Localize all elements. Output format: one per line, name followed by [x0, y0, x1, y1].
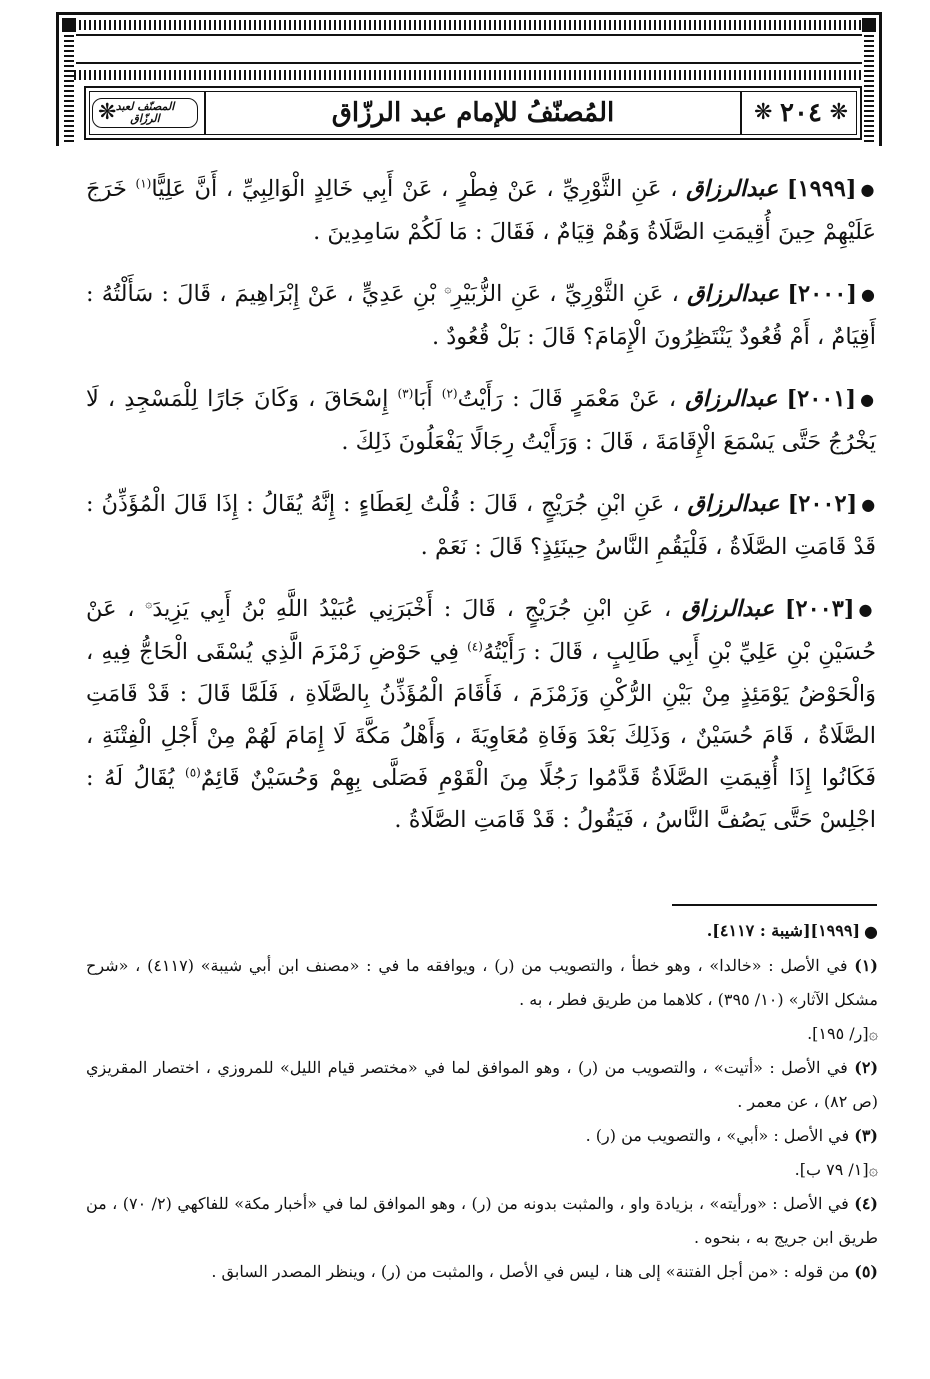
- hadith-text: بْنِ عَدِيٍّ ، عَنْ إِبْرَاهِيمَ ، قَالَ : سَأَلْتُهُ : أَقِيَامٌ ، أَمْ قُعُودٌ يَنْتَظِرُونَ الْإِمَامَ؟ قَالَ : بَلْ قُعُودٌ .: [86, 281, 876, 350]
- bullet-icon: ●: [858, 600, 876, 619]
- frame-mid-top: [76, 34, 862, 36]
- footnote-marker: (٥): [854, 1261, 878, 1281]
- hadith-author: عبدالرزاق: [685, 386, 778, 412]
- page-header: [84, 86, 862, 140]
- logo-box: [92, 92, 198, 134]
- footnote-ref[interactable]: (٣): [397, 386, 414, 401]
- hadith-number: [١٩٩٩]: [786, 176, 857, 202]
- footnote-ref[interactable]: (٥): [185, 765, 201, 780]
- footnote-3: [86, 1119, 878, 1153]
- bullet-icon: ●: [861, 495, 877, 514]
- footnote-ref[interactable]: (٢): [441, 386, 458, 401]
- frame-outer-left: [56, 12, 59, 146]
- ornament-knot-icon: ❋: [829, 100, 848, 125]
- hadith-number: [٢٠٠١]: [786, 386, 857, 412]
- hadith-text: يُقَالُ لَهُ : اجْلِسْ حَتَّى يَصُفَّ النَّاسُ ، فَيَقُولُ : قَدْ قَامَتِ الصَّلَاةُ .: [86, 765, 876, 833]
- hadith-text: ، عَنِ ابْنِ جُرَيْجٍ ، قَالَ : أَخْبَرَنِي عُبَيْدُ اللَّهِ بْنُ أَبِي يَزِيدَ: [152, 596, 672, 622]
- footnote-marker: (٢): [854, 1057, 879, 1077]
- footnotes: [86, 914, 878, 1289]
- footnote-text: من قوله : «من أجل الفتنة» إلى هنا ، ليس في الأصل ، والمثبت من (ر) ، وينظر المصدر السابق .: [211, 1261, 850, 1281]
- footnote-text: في الأصل : «ورأيته» ، بزيادة واو ، والمثبت بدونه من (ر) ، وهو الموافق لما في «أخبار مكة» للفاكهي (٢/ ٧٠) ، من طريق ابن جريج به ، بنحوه .: [86, 1193, 878, 1247]
- hadith-1999: [86, 168, 876, 253]
- footnote-source: [86, 914, 878, 949]
- footnote-ref[interactable]: (٤): [467, 639, 483, 654]
- bullet-icon: ●: [860, 180, 877, 199]
- frame-pattern-top: [64, 20, 874, 30]
- running-title-box: [204, 92, 742, 134]
- bullet-icon: ●: [864, 921, 878, 941]
- running-title: المُصنّفُ للإمام عبد الرزّاق: [331, 98, 615, 128]
- frame-pattern-right: [864, 20, 874, 142]
- hadith-number: [٢٠٠٠]: [787, 281, 858, 307]
- bullet-icon: ●: [861, 285, 876, 304]
- frame-corner-tr: [862, 18, 876, 32]
- hadith-number: [٢٠٠٣]: [784, 596, 855, 622]
- hadith-author: عبدالرزاق: [682, 596, 775, 622]
- hadith-2001: [86, 378, 876, 463]
- hadith-author: عبدالرزاق: [687, 491, 780, 517]
- hadith-text: ، عَنِ ابْنِ جُرَيْجٍ ، قَالَ : قُلْتُ لِعَطَاءٍ : إِنَّهُ يُقَالُ : إِذَا قَالَ الْمُؤَذِّنُ : قَدْ قَامَتِ الصَّلَاةُ ، فَلْيَقُمِ النَّاسُ حِينَئِذٍ؟ قَالَ : نَعَمْ .: [86, 491, 876, 560]
- ornament-knot-icon: ❋: [98, 100, 117, 125]
- footnote-separator: [672, 904, 877, 906]
- footnote-5: [86, 1255, 878, 1289]
- footnote-text: في الأصل : «خالدا» ، وهو خطأ ، والتصويب من (ر) ، ويوافقه ما في : «مصنف ابن أبي شيبة» (٤١١٧) ، «شرح مشكل الآثار» (١٠/ ٣٩٥) ، كلاهما من طريق فطر ، به .: [86, 955, 878, 1009]
- frame-pattern-left: [64, 20, 74, 142]
- footnote-text: في الأصل : «أتيت» ، والتصويب من (ر) ، وهو الموافق لما في «مختصر قيام الليل» للمروزي ، اختصار المقريزي (ص ٨٢) ، عن معمر .: [86, 1057, 878, 1111]
- footnote-marker: (٤): [854, 1193, 878, 1213]
- folio-marker-2: [86, 1153, 878, 1187]
- hadith-text: فِي حَوْضِ زَمْزَمَ الَّذِي يُسْقَى الْحَاجُّ فِيهِ ، وَالْحَوْضُ يَوْمَئِذٍ مِنْ بَيْنِ الرُّكْنِ وَزَمْزَمَ ، فَأَقَامَ الْمُؤَذِّنُ بِالصَّلَاةِ ، فَلَمَّا قَالَ : قَدْ قَامَتِ الصَّلَاةُ ، قَامَ حُسَيْنٌ ، وَذَلِكَ بَعْدَ وَفَاةِ مُعَاوِيَةَ ، وَأَهْلُ مَكَّةَ لَا إِمَامَ لَهُمْ مِنْ أَجْلِ الْفِتْنَةِ ، فَكَانُوا إِذَا أُقِيمَتِ الصَّلَاةُ قَدَّمُوا رَجُلًا مِنَ الْقَوْمِ فَصَلَّى بِهِمْ وَحُسَيْنٌ قَائِمٌ: [86, 639, 877, 791]
- hadith-text: ، عَنْ حُسَيْنِ بْنِ عَلِيِّ بْنِ أَبِي طَالِبٍ ، قَالَ : رَأَيْتُهُ: [86, 596, 877, 665]
- hadith-text: ، عَنِ الثَّوْرِيِّ ، عَنْ فِطْرٍ ، عَنْ أَبِي خَالِدٍ الْوَالِبِيِّ ، أَنَّ عَلِيًّا: [151, 176, 678, 202]
- frame-outer-top: [56, 12, 882, 15]
- hadith-number: [٢٠٠٢]: [787, 491, 858, 517]
- main-text: [86, 168, 876, 861]
- frame-outer-right: [879, 12, 882, 146]
- ornament-knot-icon: ❋: [754, 100, 773, 125]
- footnote-marker: (١): [854, 955, 878, 975]
- hadith-text: ، عَنْ مَعْمَرٍ قَالَ : رَأَيْتُ: [457, 386, 677, 412]
- hadith-text: إِسْحَاقَ ، وَكَانَ جَارًا لِلْمَسْجِدِ ، لَا يَخْرُجُ حَتَّى يَسْمَعَ الْإِقَامَةَ ، قَالَ : وَرَأَيْتُ رِجَالًا يَفْعَلُونَ ذَلِكَ .: [86, 386, 876, 455]
- folio-marker-text: ۞[١/ ٧٩ ب].: [794, 1159, 878, 1179]
- hadith-author: عبدالرزاق: [687, 281, 780, 307]
- book-logo: المصنّف لعبد الرزّاق: [92, 98, 198, 128]
- footnote-2: [86, 1051, 878, 1119]
- frame-mid-bottom: [76, 62, 862, 64]
- hadith-2002: [86, 483, 876, 568]
- bullet-icon: ●: [860, 390, 877, 409]
- hadith-author: عبدالرزاق: [686, 176, 779, 202]
- footnote-marker: (٣): [854, 1125, 878, 1145]
- hadith-text: أَبَا: [413, 386, 433, 412]
- frame-pattern-bottom: [64, 70, 874, 80]
- folio-marker-1: [86, 1017, 878, 1051]
- footnote-text: في الأصل : «أبي» ، والتصويب من (ر) .: [585, 1125, 850, 1145]
- folio-marker-icon: ۞: [444, 281, 452, 296]
- folio-marker-text: ۞[ر/ ١٩٥].: [807, 1023, 878, 1043]
- hadith-2000: [86, 273, 876, 358]
- page-number: ٢٠٤: [780, 98, 822, 128]
- footnote-1: [86, 949, 878, 1017]
- footnote-source-text: [١٩٩٩][شيبة : ٤١١٧].: [706, 921, 861, 940]
- hadith-text: ، عَنِ الثَّوْرِيِّ ، عَنِ الزُّبَيْرِ: [451, 281, 679, 307]
- hadith-text: خَرَجَ عَلَيْهِمْ حِينَ أُقِيمَتِ الصَّلَاةُ وَهُمْ قِيَامٌ ، فَقَالَ : مَا لَكُمْ سَامِدِينَ .: [86, 176, 876, 245]
- folio-marker-icon: ۞: [145, 596, 153, 611]
- footnote-4: [86, 1187, 878, 1255]
- frame-corner-tl: [62, 18, 76, 32]
- hadith-2003: [86, 588, 876, 841]
- footnote-ref[interactable]: (١): [135, 176, 152, 191]
- page-number-box: [748, 92, 854, 134]
